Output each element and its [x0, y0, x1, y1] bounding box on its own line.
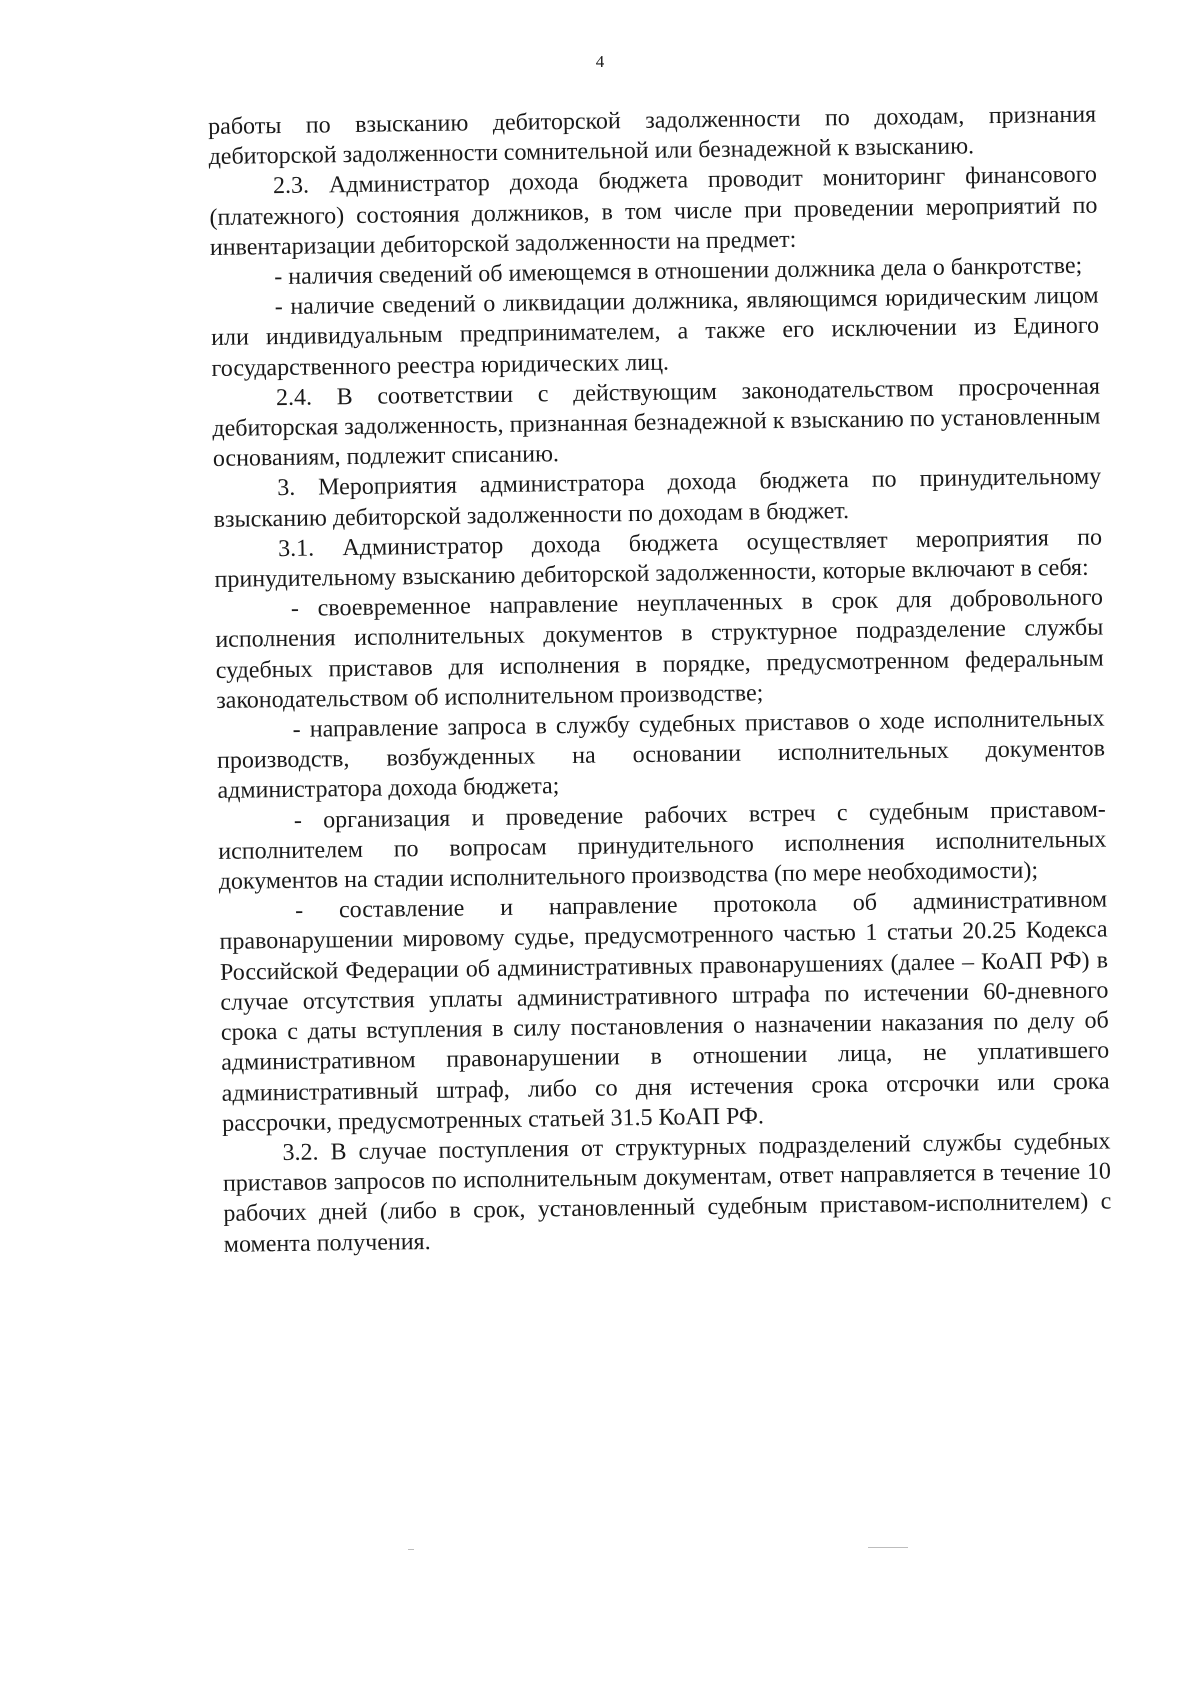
list-item-protocol: - составление и направление протокола об административном правонарушении мировому судье, предусмотренного частью 1 статьи 20.25 Кодекса Российской Федерации об административных правонарушениях (далее – КоАП РФ) в случае отсутствия уплаты административного штрафа по истечении 60-дневного срока с даты вступления в силу постановления о назначении наказания по делу об административном правонарушении в отношении лица, не уплатившего административный штраф, либо со дня истечения срока отсрочки или срока рассрочки, предусмотренных статьей 31.5 КоАП РФ. [219, 886, 1110, 1137]
page-number: 4 [595, 52, 605, 71]
list-item-liquidation: - наличие сведений о ликвидации должника, являющимся юридическим лицом или индивидуальным предпринимателем, а также его исключении из Единого государственного реестра юридических лиц. [210, 282, 1100, 382]
list-item-timely-referral: - своевременное направление неуплаченных в срок для добровольного исполнения исполнительных документов в структурное подразделение службы судебных приставов для исполнения в порядке, предусмотренном федеральным законодательством об исполнительном производстве; [215, 584, 1104, 714]
paragraph-continuation: работы по взысканию дебиторской задолженности по доходам, признания дебиторской задолженности сомнительной или безнадежной к взысканию. [208, 101, 1097, 171]
paragraph-3-1: 3.1. Администратор дохода бюджета осуществляет мероприятия по принудительному взысканию дебиторской задолженности, которые включают в себя: [214, 524, 1103, 593]
scan-artifact-right [868, 1547, 908, 1548]
list-item-bailiff-request: - направление запроса в службу судебных приставов о ходе исполнительных производств, возбужденных на основании исполнительных документов администратора дохода бюджета; [216, 705, 1106, 805]
paragraph-3-2: 3.2. В случае поступления от структурных подразделений службы судебных приставов запросов по исполнительным документам, ответ направляется в течение 10 рабочих дней (либо в срок, установленный судебным приставом-исполнителем) с момента получения. [222, 1128, 1112, 1258]
section-heading-3: 3. Мероприятия администратора дохода бюджета по принудительному взысканию дебиторской задолженности по доходам в бюджет. [213, 464, 1102, 533]
paragraph-2-4: 2.4. В соответствии с действующим законодательством просроченная дебиторская задолженность, признанная безнадежной к взысканию по установленным основаниям, подлежит списанию. [212, 373, 1101, 473]
scan-artifact-left [408, 1549, 414, 1550]
list-item-bankruptcy: - наличия сведений об имеющемся в отношении должника дела о банкротстве; [274, 252, 1083, 291]
document-body [208, 100, 1112, 1260]
list-item-working-meetings: - организация и проведение рабочих встреч с судебным приставом-исполнителем по вопросам принудительного исполнения исполнительных документов на стадии исполнительного производства (по мере необходимости); [218, 796, 1107, 896]
paragraph-2-3: 2.3. Администратор дохода бюджета проводит мониторинг финансового (платежного) состояния должников, в том числе при проведении мероприятий по инвентаризации дебиторской задолженности на предмет: [209, 162, 1098, 261]
